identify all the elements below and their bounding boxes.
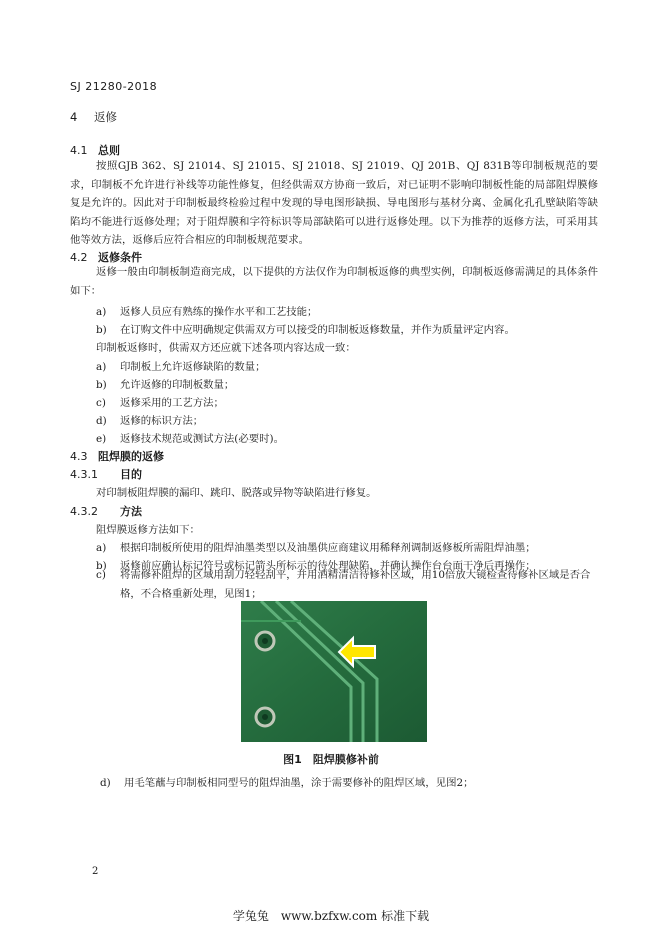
- section-number: 4.1: [70, 144, 88, 157]
- section-title: 总则: [98, 144, 120, 157]
- section-number: 4.3.2: [70, 505, 98, 518]
- item-text: 返修人员应有熟练的操作水平和工艺技能；: [120, 306, 318, 318]
- section-4-3-1-body: 对印制板阻焊膜的漏印、跳印、脱落或异物等缺陷进行修复。: [96, 487, 377, 499]
- item-label: b): [96, 324, 107, 336]
- section-4-2-intro: 返修一般由印制板制造商完成，以下提供的方法仅作为印制板返修的典型实例，印制板返修需满足的具体条件如下：: [70, 266, 598, 297]
- agreement-intro: 印制板返修时，供需双方还应就下述各项内容达成一致：: [96, 342, 356, 354]
- item-label: d): [100, 777, 111, 789]
- section-title: 返修条件: [98, 251, 142, 264]
- item-text: 在订购文件中应明确规定供需双方可以接受的印制板返修数量，并作为质量评定内容。: [120, 324, 515, 336]
- method-step: [96, 566, 600, 603]
- pcb-hole: [262, 638, 268, 644]
- item-text: 将需修补阻焊的区域用刮刀轻轻刮平，并用酒精清洁待修补区域，用10倍放大镜检查待修补区域是否合格，不合格重新处理，见图1；: [120, 569, 591, 600]
- item-text: 返修技术规范或测试方法(必要时)。: [120, 433, 284, 445]
- item-label: b): [96, 560, 107, 572]
- item-text: 返修采用的工艺方法；: [120, 397, 224, 409]
- section-4-heading: [70, 109, 117, 125]
- agreement-item: [96, 430, 284, 445]
- section-4-3-1-heading: [70, 466, 142, 482]
- agreement-item: [96, 376, 234, 391]
- footer-watermark: 学兔兔 www.bzfxw.com 标准下载: [232, 909, 430, 923]
- item-label: a): [96, 361, 107, 373]
- agreement-item: [96, 412, 203, 427]
- item-label: b): [96, 379, 107, 391]
- standard-number: SJ 21280-2018: [70, 80, 158, 93]
- section-number: 4: [70, 110, 78, 124]
- item-text: 返修的标识方法；: [120, 415, 204, 427]
- section-4-1-heading: [70, 142, 120, 158]
- condition-item: [96, 303, 317, 318]
- section-number: 4.3.1: [70, 468, 98, 481]
- method-step: [100, 774, 474, 789]
- figure-1-pcb-photo: [241, 601, 427, 742]
- condition-item: [96, 321, 515, 336]
- item-text: 允许返修的印制板数量；: [120, 379, 235, 391]
- method-intro: 阻焊膜返修方法如下：: [96, 524, 200, 536]
- item-label: c): [96, 569, 106, 581]
- item-label: a): [96, 542, 107, 554]
- item-label: c): [96, 397, 106, 409]
- item-text: 印制板上允许返修缺陷的数量；: [120, 361, 266, 373]
- section-4-3-2-heading: [70, 503, 142, 519]
- item-label: a): [96, 306, 107, 318]
- section-title: 阻焊膜的返修: [98, 450, 164, 463]
- section-title: 方法: [120, 505, 142, 518]
- method-step: [96, 539, 536, 554]
- item-text: 根据印制板所使用的阻焊油墨类型以及油墨供应商建议用稀释剂调制返修板所需阻焊油墨；: [120, 542, 536, 554]
- pcb-hole: [262, 714, 268, 720]
- item-label: d): [96, 415, 107, 427]
- figure-1-caption: 图1 阻焊膜修补前: [283, 753, 379, 766]
- item-text: 返修前应确认标记符号或标记箭头所标示的待处理缺陷，并确认操作台台面干净后再操作；: [120, 560, 536, 572]
- section-title: 返修: [94, 110, 117, 124]
- item-text: 用毛笔蘸与印制板相同型号的阻焊油墨，涂于需要修补的阻焊区域，见图2；: [124, 777, 474, 789]
- item-label: e): [96, 433, 107, 445]
- section-number: 4.2: [70, 251, 88, 264]
- section-4-1-body: 按照GJB 362、SJ 21014、SJ 21015、SJ 21018、SJ 21019、QJ 201B、QJ 831B等印制板规范的要求，印制板不允许进行补线等功能性修复，但经供需双方协商一致后，对已证明不影响印制板性能的局部阻焊膜修复是允许的。因此对于印制板最终检验过程中发现的导电图形缺损、导电图形与基材分离、金属化孔孔壁缺陷等缺陷均不能进行返修处理；对于阻焊膜和字符标识等局部缺陷可以进行返修处理。以下为推荐的返修方法，可采用其他等效方法，返修后应符合相应的印制板规范要求。: [70, 160, 598, 247]
- agreement-item: [96, 394, 224, 409]
- section-4-3-heading: [70, 448, 164, 464]
- page-number: 2: [92, 866, 99, 877]
- section-title: 目的: [120, 468, 142, 481]
- section-number: 4.3: [70, 450, 88, 463]
- agreement-item: [96, 358, 265, 373]
